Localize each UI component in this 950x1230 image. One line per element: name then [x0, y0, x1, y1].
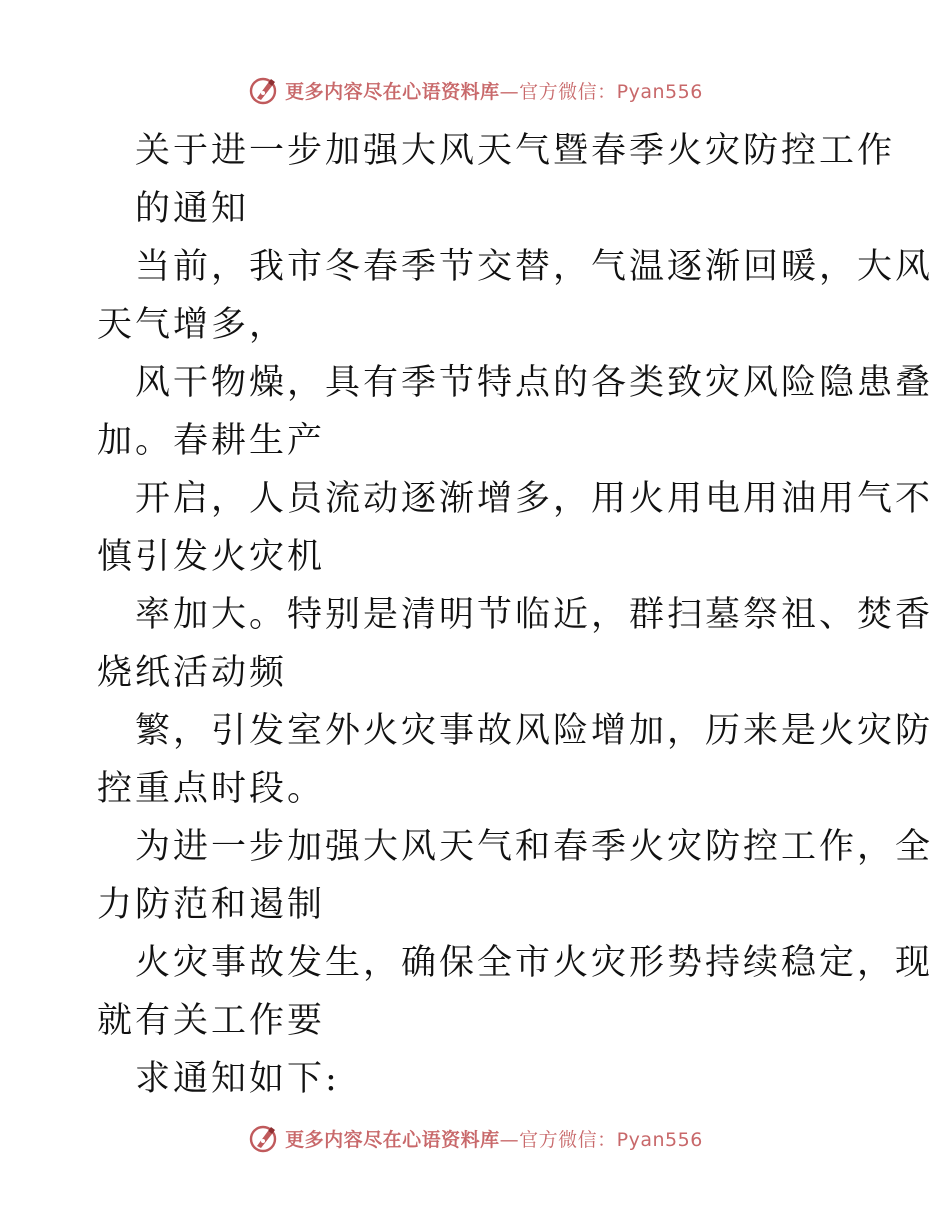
header-banner	[0, 70, 950, 110]
title-line-2: 的通知	[135, 189, 250, 229]
footer-banner	[0, 1118, 950, 1158]
paragraph-line: 当前，我市冬春季节交替，气温逐渐回暖，大风	[135, 247, 934, 287]
paragraph-line: 为进一步加强大风天气和春季火灾防控工作，全	[135, 827, 934, 867]
paragraph-line: 求通知如下:	[135, 1059, 340, 1099]
document-body	[97, 122, 934, 1108]
paragraph-line: 加。春耕生产	[97, 421, 326, 461]
title-line-1: 关于进一步加强大风天气暨春季火灾防控工作	[135, 131, 896, 171]
paragraph-line: 就有关工作要	[97, 1001, 326, 1041]
pen-nib-circle-icon	[247, 1122, 279, 1154]
paragraph-line: 天气增多，	[97, 305, 288, 345]
paragraph-line: 开启，人员流动逐渐增多，用火用电用油用气不	[135, 479, 934, 519]
paragraph-line: 力防范和遏制	[97, 885, 326, 925]
pen-nib-circle-icon	[247, 74, 279, 106]
footer-banner-text: 更多内容尽在心语资料库—官方微信：Pyan556	[285, 1128, 703, 1151]
paragraph-line: 风干物燥，具有季节特点的各类致灾风险隐患叠	[135, 363, 934, 403]
paragraph-line: 控重点时段。	[97, 769, 326, 809]
header-banner-text: 更多内容尽在心语资料库—官方微信：Pyan556	[285, 80, 703, 103]
paragraph-line: 烧纸活动频	[97, 653, 288, 693]
paragraph-line: 率加大。特别是清明节临近，群扫墓祭祖、焚香	[135, 595, 934, 635]
paragraph-line: 繁，引发室外火灾事故风险增加，历来是火灾防	[135, 711, 934, 751]
paragraph-line: 慎引发火灾机	[97, 537, 326, 577]
paragraph-line: 火灾事故发生，确保全市火灾形势持续稳定，现	[135, 943, 934, 983]
